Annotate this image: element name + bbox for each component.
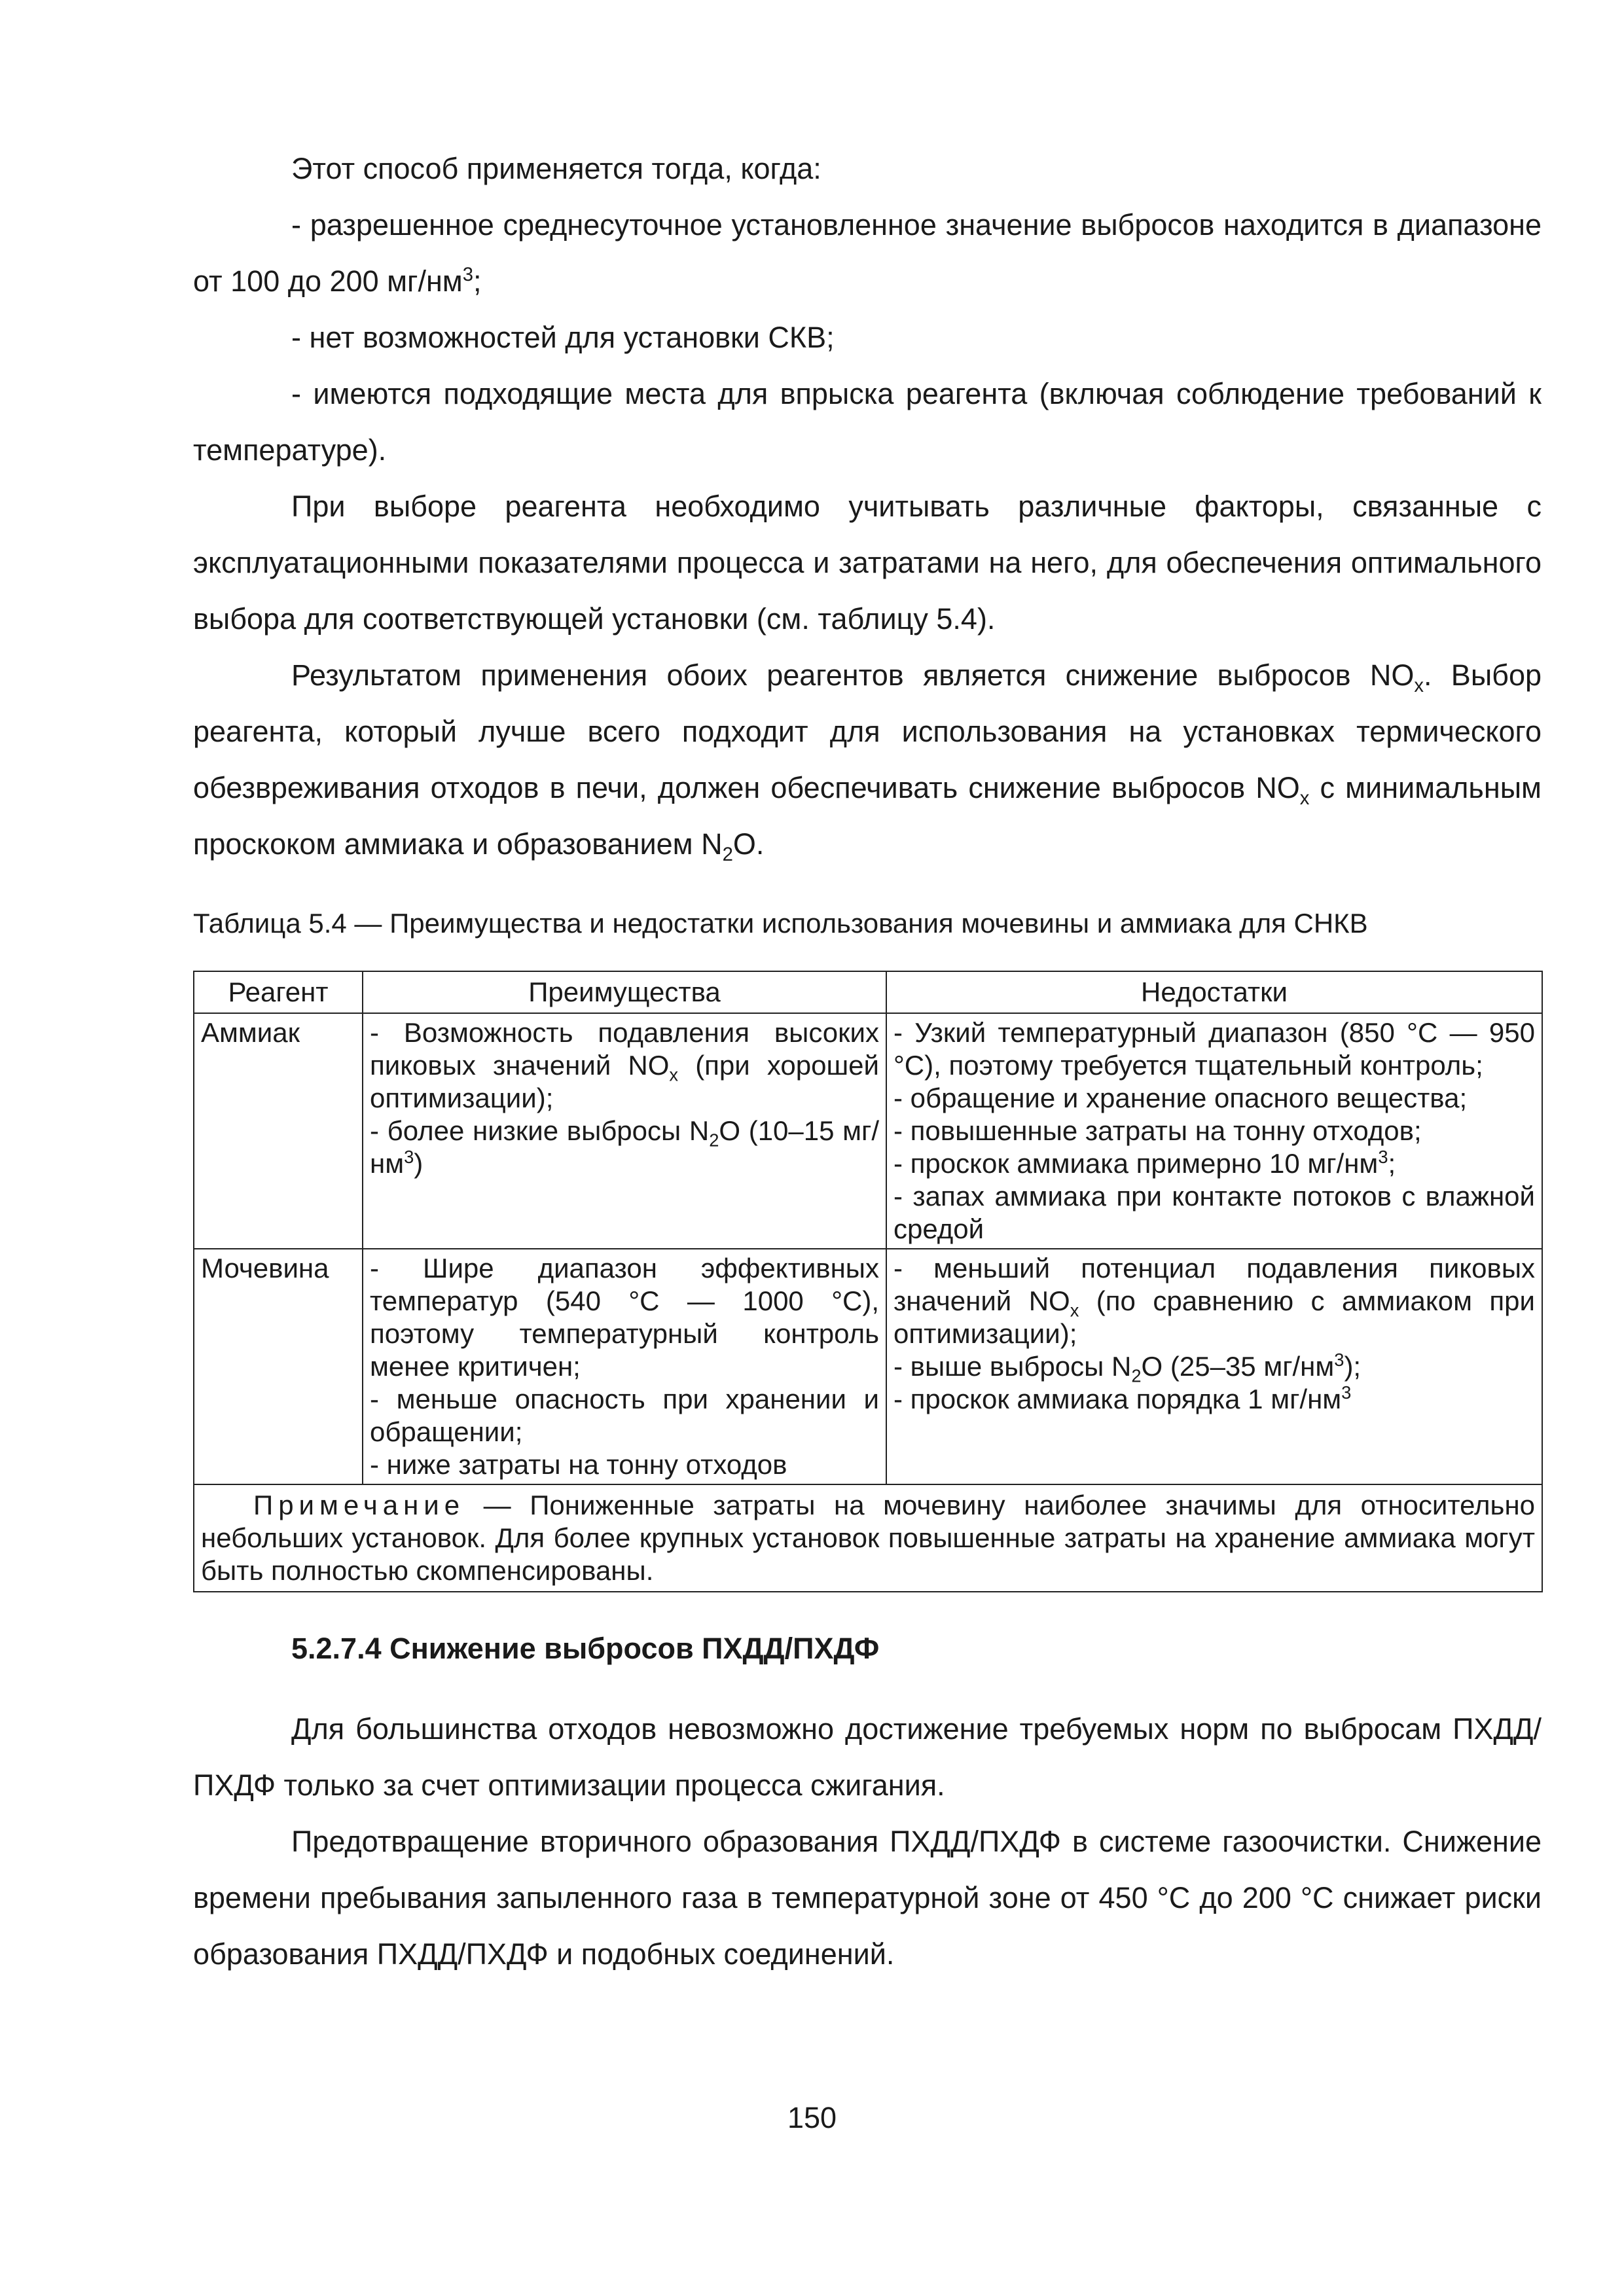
- cell-reagent: Аммиак: [194, 1013, 363, 1249]
- column-header-reagent: Реагент: [194, 971, 363, 1013]
- text-fragment: с минимальным проскоком аммиака и образованием N: [193, 771, 1542, 861]
- subscript: x: [1414, 675, 1424, 696]
- list-item: - обращение и хранение опасного вещества;: [893, 1083, 1468, 1113]
- list-item: - запах аммиака при контакте потоков с влажной средой: [893, 1181, 1535, 1244]
- subscript: x: [1299, 788, 1310, 809]
- list-item: - выше выбросы $N_2O$ (25–35 $мг/нм^3$);: [893, 1350, 1362, 1386]
- list-item: - меньший потенциал подавления пиковых значений $NO_x$ (по сравнению с аммиаком при оптимизации);: [893, 1253, 1535, 1349]
- table-row: [194, 1249, 1542, 1484]
- note-text: — Пониженные затраты на мочевину наиболее значимы для относительно небольших установок. Для более крупных установок повышенные затраты на хранение аммиака могут быть полностью скомпенсированы.: [201, 1490, 1535, 1586]
- section-heading: 5.2.7.4 Снижение выбросов ПХДД/ПХДФ: [291, 1632, 880, 1665]
- cell-disadvantages: [886, 1013, 1542, 1249]
- text-fragment: ;: [473, 264, 482, 298]
- cell-advantages: [363, 1013, 886, 1249]
- paragraph-result: [193, 647, 1542, 872]
- list-item: - Шире диапазон эффективных температур (540 °C — 1000 °C), поэтому температурный контроль менее критичен;: [370, 1253, 879, 1382]
- column-header-disadvantages: Недостатки: [886, 971, 1542, 1013]
- list-item: - Узкий температурный диапазон (850 °C — 950 °C), поэтому требуется тщательный контроль;: [893, 1017, 1535, 1081]
- text-fragment: Результатом применения обоих реагентов является снижение выбросов NO: [291, 658, 1415, 692]
- text-fragment: . Выбор реагента, который лучше всего подходит для использования на установках термического обезвреживания отходов в печи, должен обеспечивать снижение выбросов NO: [193, 658, 1542, 804]
- paragraph-intro: Этот способ применяется тогда, когда:: [291, 152, 821, 185]
- list-item: - меньше опасность при хранении и обращении;: [370, 1384, 879, 1447]
- table-caption: Таблица 5.4 — Преимущества и недостатки использования мочевины и аммиака для СНКВ: [193, 908, 1368, 939]
- paragraph-condition-injection: - имеются подходящие места для впрыска реагента (включая соблюдение требований к температуре).: [193, 377, 1542, 467]
- page-body: [193, 141, 1542, 1982]
- table-row: [194, 1013, 1542, 1249]
- list-item: - повышенные затраты на тонну отходов;: [893, 1115, 1422, 1146]
- table-header-row: [194, 971, 1542, 1013]
- list-item: - более низкие выбросы $N_2O$ (10–15 $мг/нм^3$): [370, 1115, 879, 1179]
- subscript: 2: [722, 844, 733, 865]
- cell-reagent: Мочевина: [194, 1249, 363, 1484]
- note-label: Примечание: [253, 1490, 465, 1520]
- paragraph-pcdd-prevention: Предотвращение вторичного образования ПХДД/ПХДФ в системе газоочистки. Снижение времени пребывания запыленного газа в температурной зоне от 450 °C до 200 °C снижает риски образования ПХДД/ПХДФ и подобных соединений.: [193, 1825, 1542, 1971]
- paragraph-pcdd-norms: Для большинства отходов невозможно достижение требуемых норм по выбросам ПХДД/ПХДФ только за счет оптимизации процесса сжигания.: [193, 1712, 1542, 1802]
- text-fragment: - разрешенное среднесуточное установленное значение выбросов находится в диапазоне от 100 до 200 мг/нм: [193, 208, 1542, 298]
- table-note-row: [194, 1484, 1542, 1592]
- list-item: - проскок аммиака примерно 10 $мг/нм^3$;: [893, 1147, 1396, 1179]
- paragraph-condition-range: [193, 197, 1542, 310]
- paragraph-condition-skv: - нет возможностей для установки СКВ;: [291, 321, 835, 354]
- reagent-comparison-table: [193, 971, 1543, 1592]
- text-fragment: O.: [732, 827, 765, 861]
- page-number: 150: [787, 2101, 837, 2134]
- cell-disadvantages: [886, 1249, 1542, 1484]
- paragraph-reagent-choice: При выборе реагента необходимо учитывать различные факторы, связанные с эксплуатационными показателями процесса и затратами на него, для обеспечения оптимального выбора для соответствующей установки (см. таблицу 5.4).: [193, 490, 1542, 636]
- list-item: - Возможность подавления высоких пиковых значений $NO_x$ (при хорошей оптимизации);: [370, 1017, 879, 1113]
- list-item: - ниже затраты на тонну отходов: [370, 1449, 787, 1480]
- table-note: [194, 1484, 1542, 1592]
- column-header-advantages: Преимущества: [363, 971, 886, 1013]
- list-item: - проскок аммиака порядка 1 $мг/нм^3$: [893, 1382, 1352, 1414]
- cell-advantages: [363, 1249, 886, 1484]
- superscript: 3: [462, 264, 474, 285]
